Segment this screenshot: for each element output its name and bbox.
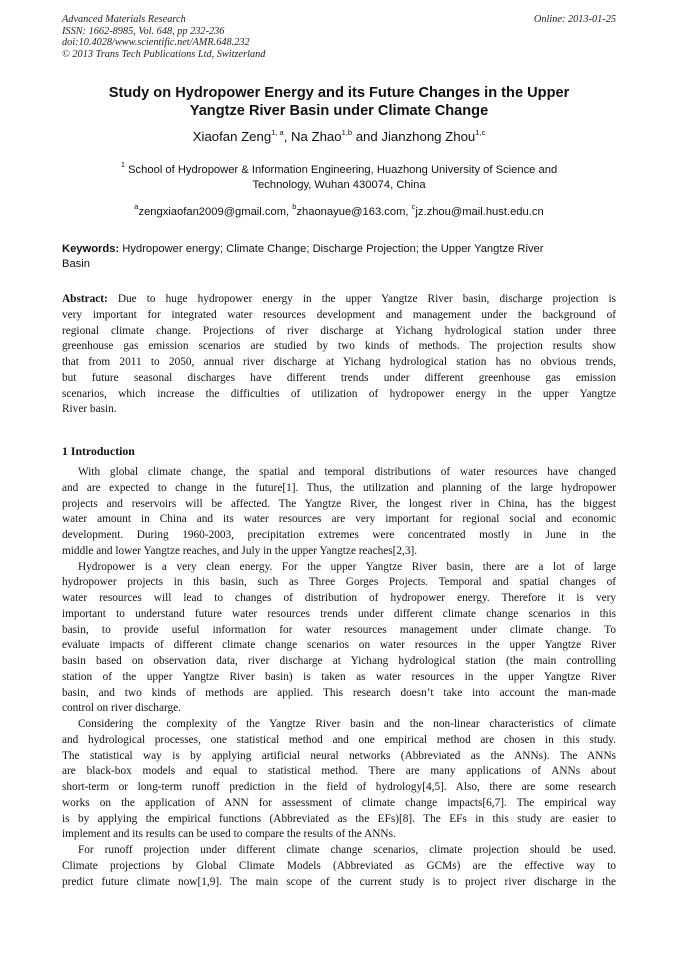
paragraph-line: With global climate change, the spatial and temporal distributions of water resources have changed — [78, 466, 616, 478]
abstract-line: that from 2011 to 2050, annual river discharge at Yichang hydrological station has no obvious trends, — [62, 356, 616, 368]
paragraph-line: important to understand future water resources trends under different climate change scenarios in this — [62, 607, 616, 620]
author-name: Xiaofan Zeng — [192, 129, 272, 144]
email-mark: a — [134, 202, 139, 212]
paragraph-line: is by applying the empirical functions (Abbreviated as the EFs)[8]. The EFs in this study are easier to — [62, 812, 616, 825]
abstract-line: scenarios, which increase the difficulties of utilization of hydropower energy in the upper Yangtze — [62, 387, 616, 400]
author-name: Na Zhao — [291, 129, 342, 144]
paragraph-line: Climate projections by Global Climate Models (Abbreviated as GCMs) are the effective way to — [62, 859, 616, 872]
paragraph-line: Considering the complexity of the Yangtze River basin and the non-linear characteristics of climate — [78, 718, 616, 730]
abstract-line: very important for integrated water resources development and management under the background of — [62, 308, 616, 321]
paragraph-line: basin based on observation data, river discharge at Yichang hydrological station (the main controlling — [62, 655, 616, 667]
email-link[interactable]: zhaonayue@163.com, — [296, 206, 412, 218]
keywords-text: Basin — [62, 257, 90, 270]
affiliation — [80, 160, 598, 193]
author-affiliation-mark: 1,b — [341, 127, 353, 137]
keywords-text: Hydropower energy; Climate Change; Discharge Projection; the Upper Yangtze River — [119, 243, 544, 255]
abstract-line: River basin. — [62, 403, 117, 416]
email-list — [62, 202, 616, 220]
paragraph-line: predict future climate now[1,9]. The main scope of the current study is to project river discharge in the — [62, 875, 616, 888]
paragraph-line: Hydropower is a very clean energy. For the upper Yangtze River basin, there are a lot of large — [78, 560, 616, 573]
paragraph-line: middle and lower Yangtze reaches, and July in the upper Yangtze reaches[2,3]. — [62, 544, 418, 557]
email-link[interactable]: jz.zhou@mail.hust.edu.cn — [415, 206, 544, 218]
paper-title — [62, 84, 616, 120]
paragraph-line: and are expected to change in the future[1]. Thus, the utilization and planning of the large hydropower — [62, 481, 616, 494]
doi-link[interactable]: doi:10.4028/www.scientific.net/AMR.648.232 — [62, 37, 250, 49]
author-list — [62, 128, 616, 146]
author-affiliation-mark: 1,c — [475, 127, 486, 137]
paragraph-line: projects and reservoirs will be affected. The Yangtze River, the longest river in China, has the biggest — [62, 497, 616, 510]
affiliation-line-1: $^1$ School of Hydropower & Information Engineering, Huazhong University of Science and — [120, 160, 558, 176]
paragraph-line: are black-box models and equal to statistical method. There are many applications of ANNs about — [62, 765, 616, 778]
abstract-line: greenhouse gas emission scenarios are studied by two kinds of methods. The projection results show — [62, 340, 616, 353]
paragraph-line: development. During 1960-2003, precipitation extremes were concentrated mostly in June in the — [62, 529, 616, 541]
keywords-label: Keywords: — [62, 243, 120, 255]
paragraph-line: evaluate impacts of different climate change scenarios on water resources in the upper Yangtze River — [62, 639, 616, 652]
abstract-line: regional climate change. Projections of river discharge at Yichang hydrological station under three — [62, 324, 616, 337]
paragraph-line: control on river discharge. — [62, 702, 181, 715]
abstract-line: but future seasonal discharges have different trends under different greenhouse gas emission — [62, 371, 616, 384]
paragraph-line: water amount in China and its water resources are very important for regional social and economic — [62, 513, 616, 526]
author-separator: and — [352, 129, 382, 144]
online-date: Online: 2013-01-25 — [533, 14, 616, 25]
email-mark: b — [292, 202, 297, 212]
paragraph-line: station of the upper Yangtze River basin) is taken as water resources in the upper Yangtze River — [62, 670, 616, 683]
affiliation-line-2: Technology, Wuhan 430074, China — [252, 179, 426, 191]
paragraph-line: implement and its results can be used to compare the results of the ANNs. — [62, 828, 396, 841]
paragraph-line: hydropower projects in this basin, such as Three Gorges Projects. Temporal and spatial changes of — [62, 576, 616, 589]
journal-name: Advanced Materials Research — [62, 14, 186, 25]
title-line-1: Study on Hydropower Energy and its Future Changes in the Upper — [108, 85, 570, 101]
copyright-line: © 2013 Trans Tech Publications Ltd, Switzerland — [62, 48, 266, 60]
author-affiliation-mark: 1, a — [271, 127, 284, 137]
paragraph-line: water resources will lead to changes of distribution of hydropower energy. Therefore it is very — [62, 592, 616, 604]
introduction-body — [62, 465, 616, 890]
abstract — [62, 292, 616, 418]
affiliation-mark: 1 — [120, 160, 125, 170]
email-mark: c — [411, 202, 416, 212]
paragraph-line: basin, to provide useful information for water resources management under climate change. To — [62, 623, 616, 636]
paragraph-line: For runoff projection under different climate change scenarios, climate projection should be used. — [78, 844, 616, 856]
keywords — [62, 242, 616, 271]
paragraph-line: short-term or long-term runoff prediction in the field of hydrology[4,5]. Also, there are some research — [62, 781, 616, 793]
paragraph-line: and hydrological processes, one statistical method and one empirical method are chosen in this study. — [62, 733, 616, 746]
email-link[interactable]: zengxiaofan2009@gmail.com, — [138, 206, 293, 218]
abstract-line: Abstract: Due to huge hydropower energy in the upper Yangtze River basin, discharge projection is — [62, 293, 616, 305]
paragraph-line: The statistical way is by applying artificial neural networks (Abbreviated as the ANNs). The ANNs — [62, 749, 616, 762]
section-heading: 1 Introduction — [62, 444, 135, 458]
journal-header — [62, 14, 616, 60]
paragraph-line: works on the application of ANN for assessment of climate change impacts[6,7]. The empirical way — [62, 796, 616, 809]
author-name: Jianzhong Zhou — [381, 129, 476, 144]
abstract-label: Abstract: — [62, 293, 108, 305]
paragraph-line: basin, and two kinds of methods are applied. This research doesn’t take into account the man-made — [62, 686, 616, 699]
title-line-2: Yangtze River Basin under Climate Change — [189, 103, 489, 119]
issn-line: ISSN: 1662-8985, Vol. 648, pp 232-236 — [62, 25, 225, 37]
author-separator: , — [283, 129, 292, 144]
